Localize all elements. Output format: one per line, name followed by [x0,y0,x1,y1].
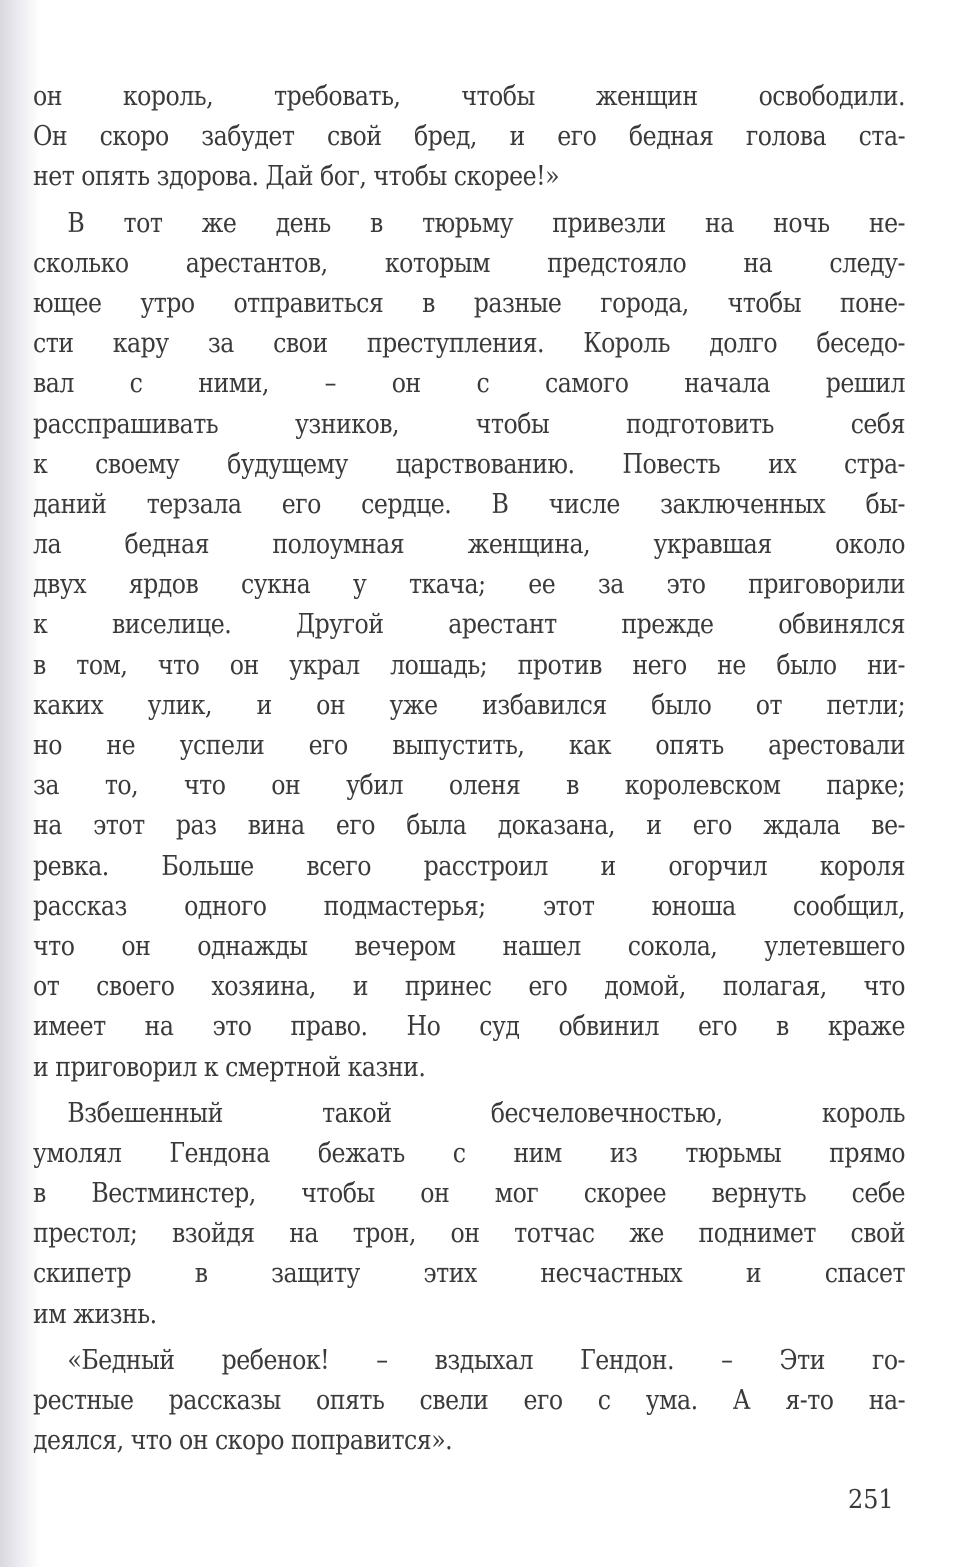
text-line: от своего хозяина, и принес его домой, полагая, что [33,970,906,1003]
text-line: и приговорил к смертной казни. [33,1050,426,1083]
text-line: ревка. Больше всего расстроил и огорчил короля [33,849,906,882]
paragraph [33,203,905,1087]
text-line: им жизнь. [33,1297,157,1330]
text-line: нет опять здорова. Дай бог, чтобы скорее!» [33,160,560,193]
text-line: двух ярдов сукна у ткача; ее за это приговорили [33,568,906,601]
text-line: престол; взойдя на трон, он тотчас же поднимет свой [33,1217,906,1250]
text-line: «Бедный ребенок! – вздыхал Гендон. – Эти го- [67,1343,906,1376]
text-line: ла бедная полоумная женщина, укравшая около [33,528,906,561]
text-line: в том, что он украл лошадь; против него не было ни- [33,648,906,681]
text-line: даний терзала его сердце. В числе заключенных бы- [33,487,906,520]
text-line: на этот раз вина его была доказана, и его ждала ве- [33,809,906,842]
text-line: В тот же день в тюрьму привезли на ночь не- [67,206,906,239]
text-line: за то, что он убил оленя в королевском парке; [33,769,906,802]
text-line: к своему будущему царствованию. Повесть их стра- [33,447,906,480]
text-line: вал с ними, – он с самого начала решил [33,367,906,400]
text-line: рестные рассказы опять свели его с ума. А я-то на- [33,1384,906,1416]
text-line: расспрашивать узников, чтобы подготовить себя [33,407,906,440]
text-line: сти кару за свои преступления. Король долго беседо- [33,327,906,360]
text-line: деялся, что он скоро поправится». [33,1424,453,1457]
text-line: Взбешенный такой бесчеловечностью, король [67,1096,906,1129]
text-line: он король, требовать, чтобы женщин освободили. [33,80,906,112]
text-line: что он однажды вечером нашел сокола, улетевшего [33,929,906,962]
text-line: рассказ одного подмастерья; этот юноша сообщил, [33,889,906,922]
text-line: Он скоро забудет свой бред, и его бедная голова ста- [33,120,906,153]
text-line: в Вестминстер, чтобы он мог скорее вернуть себе [33,1177,906,1210]
text-line: ющее утро отправиться в разные города, чтобы поне- [33,286,906,319]
text-line: каких улик, и он уже избавился было от петли; [33,688,906,721]
text-line: умолял Гендона бежать с ним из тюрьмы прямо [33,1136,906,1169]
text-line: скипетр в защиту этих несчастных и спасет [33,1257,906,1290]
paragraph [33,1093,905,1334]
text-line: но не успели его выпустить, как опять арестовали [33,729,906,761]
page-number: 251 [848,1485,894,1515]
book-page-text [33,76,905,1460]
paragraph [33,76,905,197]
text-line: сколько арестантов, которым предстояло на следу- [33,246,906,279]
text-line: к виселице. Другой арестант прежде обвинялся [33,608,906,641]
text-line: имеет на это право. Но суд обвинил его в краже [33,1010,906,1043]
paragraph [33,1340,905,1461]
